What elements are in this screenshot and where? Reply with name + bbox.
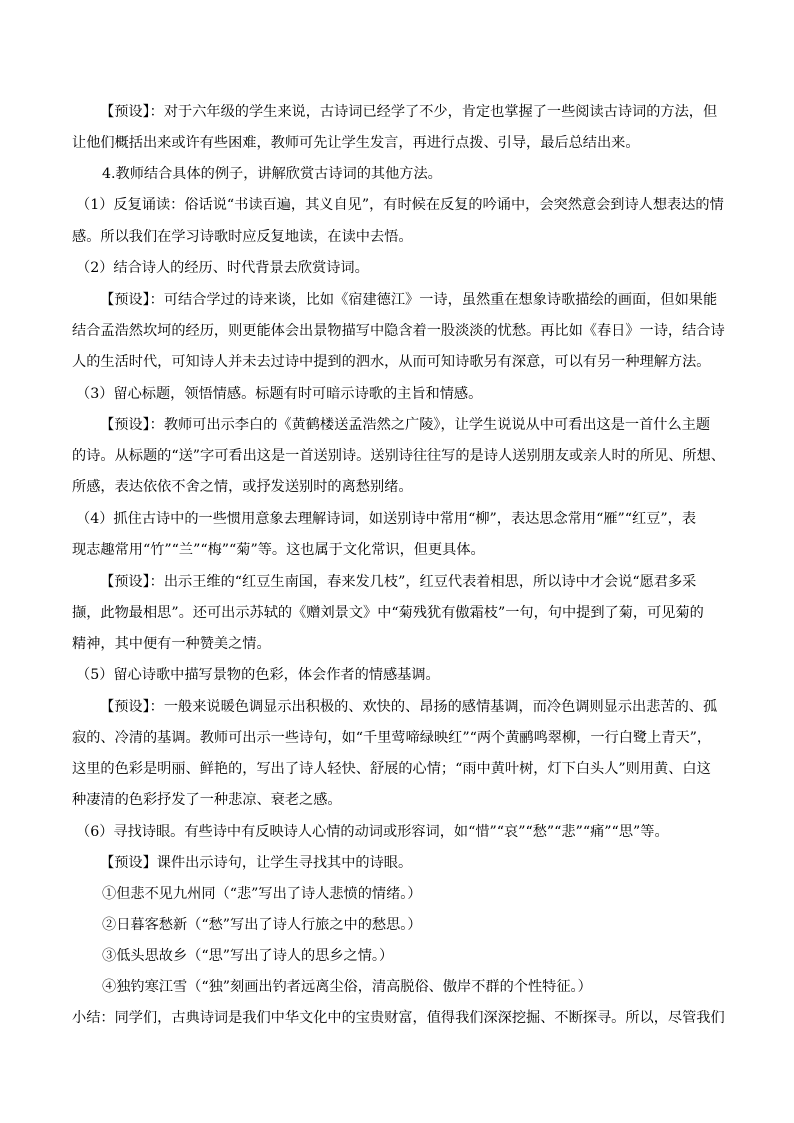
paragraph-line: 撷，此物最相思”。还可出示苏轼的《赠刘景文》中“菊残犹有傲霜枝”一句，句中提到了菊，可见菊的 [72,605,704,621]
method-item-1: （1）反复诵读：俗话说“书读百遍，其义自见”，有时候在反复的吟诵中，会突然意会到诗人想表达的情 [76,197,724,213]
example-item-2: ②日暮客愁新（“愁”写出了诗人行旅之中的愁思。） [102,917,422,933]
paragraph-line: 所感，表达依依不舍之情，或抒发送别时的离愁别绪。 [72,479,413,495]
preset-paragraph-line: 【预设】：教师可出示李白的《黄鹤楼送孟浩然之广陵》，让学生说说从中可看出这是一首什么主题 [100,417,711,433]
example-item-4: ④独钓寒江雪（“独”刻画出钓者远离尘俗，清高脱俗、傲岸不群的个性特征。） [102,979,592,995]
summary-line: 小结：同学们，古典诗词是我们中华文化中的宝贵财富，值得我们深深挖掘、不断探寻。所以，尽管我们 [72,1010,725,1026]
method-item-2: （2）结合诗人的经历、时代背景去欣赏诗词。 [76,260,369,276]
step-heading: 4.教师结合具体的例子，讲解欣赏古诗词的其他方法。 [102,166,442,182]
paragraph-line: 现志趣常用“竹”“兰”“梅”“菊”等。这也属于文化常识，但更具体。 [72,542,485,558]
example-item-1: ①但悲不见九州同（“悲”写出了诗人悲愤的情绪。） [102,886,422,902]
preset-paragraph-line: 【预设】：对于六年级的学生来说，古诗词已经学了不少，肯定也掌握了一些阅读古诗词的方法，但 [100,104,718,120]
paragraph-line: 寂的、冷清的基调。教师可出示一些诗句，如“千里莺啼绿映红”“两个黄鹂鸣翠柳，一行白鹭上青天”， [72,730,712,746]
method-item-3: （3）留心标题，领悟情感。标题有时可暗示诗歌的主旨和情感。 [76,386,483,402]
preset-paragraph-line: 【预设】：可结合学过的诗来谈，比如《宿建德江》一诗，虽然重在想象诗歌描绘的画面，但如果能 [100,292,718,308]
paragraph-line: 让他们概括出来或许有些困难，教师可先让学生发言，再进行点拨、引导，最后总结出来。 [72,135,640,151]
paragraph-line: 感。所以我们在学习诗歌时应反复地读，在读中去悟。 [72,229,413,245]
paragraph-line: 种凄清的色彩抒发了一种悲凉、衰老之感。 [72,792,342,808]
paragraph-line: 结合孟浩然坎坷的经历，则更能体会出景物描写中隐含着一股淡淡的忧愁。再比如《春日》一诗，结合诗 [72,323,725,339]
paragraph-line: 的诗。从标题的“送”字可看出这是一首送别诗。送别诗往往写的是诗人送别朋友或亲人时的所见、所想、 [72,448,725,464]
paragraph-line: 精神，其中便有一种赞美之情。 [72,636,271,652]
method-item-4: （4）抓住古诗中的一些惯用意象去理解诗词，如送别诗中常用“柳”，表达思念常用“雁”“红豆”，表 [76,511,697,527]
paragraph-line: 这里的色彩是明丽、鲜艳的，写出了诗人轻快、舒展的心情；“雨中黄叶树，灯下白头人”则用黄、白这 [72,761,711,777]
paragraph-line: 人的生活时代，可知诗人并未去过诗中提到的泗水，从而可知诗歌另有深意，可以有另一种理解方法。 [72,354,711,370]
preset-paragraph-line: 【预设】：一般来说暖色调显示出积极的、欢快的、昂扬的感情基调，而冷色调则显示出悲苦的、孤 [100,699,718,715]
preset-paragraph-line: 【预设】：出示王维的“红豆生南国，春来发几枝”，红豆代表着相思，所以诗中才会说“愿君多采 [100,574,697,590]
example-item-3: ③低头思故乡（“思”写出了诗人的思乡之情。） [102,948,394,964]
method-item-6: （6）寻找诗眼。有些诗中有反映诗人心情的动词或形容词，如“惜”“哀”“愁”“悲”“痛”“思”等。 [76,824,669,840]
method-item-5: （5）留心诗歌中描写景物的色彩，体会作者的情感基调。 [76,667,440,683]
preset-paragraph-line: 【预设】课件出示诗句，让学生寻找其中的诗眼。 [100,855,413,871]
